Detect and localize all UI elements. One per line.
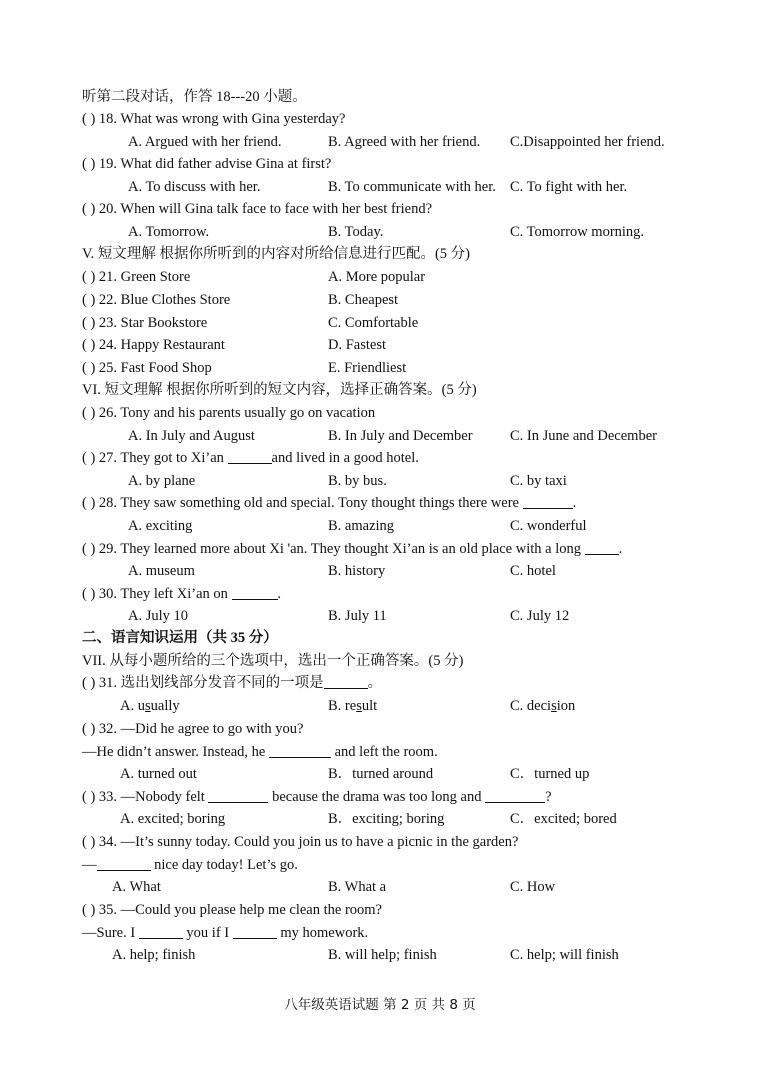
option-a: A. What: [112, 879, 161, 895]
answer-blank: [97, 856, 151, 871]
match-right: B. Cheapest: [328, 292, 399, 308]
stem-text: ( ) 33. —Nobody felt: [82, 789, 209, 805]
stem-text: nice day today! Let’s go.: [150, 857, 298, 873]
question-30-options: [82, 605, 702, 627]
match-right: C. Comfortable: [328, 315, 419, 331]
stem-text: you if I: [182, 925, 233, 941]
option-b: B. In July and December: [328, 428, 473, 444]
option-c: C. wonderful: [510, 518, 587, 534]
option-a: A. help; finish: [112, 947, 196, 963]
stem-text: —: [82, 857, 97, 873]
answer-blank: [139, 924, 183, 939]
option-b: B. will help; finish: [328, 947, 437, 963]
option-c: C. help; will finish: [510, 947, 619, 963]
question-31-options: [82, 695, 702, 717]
stem-text: and lived in a good hotel.: [271, 450, 419, 466]
stem-text: ( ) 29. They learned more about Xi 'an. They thought Xi’an is an old place with a long: [82, 541, 585, 557]
stem-text: ( ) 31. 选出划线部分发音不同的一项是: [82, 675, 324, 691]
stem-text: ?: [545, 789, 552, 805]
match-row: [82, 266, 702, 288]
option-a: A. July 10: [128, 608, 189, 624]
answer-blank: [232, 585, 278, 600]
option-c: C. Tomorrow morning.: [510, 224, 645, 240]
option-b: B．turned around: [328, 766, 434, 782]
option-c: C. How: [510, 879, 556, 895]
question-30: [82, 583, 702, 605]
option-a: A. Tomorrow.: [128, 224, 210, 240]
option-b: B. July 11: [328, 608, 387, 624]
section-7-heading: VII. 从每小题所给的三个选项中，选出一个正确答案。(5 分): [82, 653, 464, 669]
stem-text: —He didn’t answer. Instead, he: [82, 744, 269, 760]
option-b: B. result: [328, 698, 378, 714]
option-b: B. What a: [328, 879, 387, 895]
option-b: B. amazing: [328, 518, 395, 534]
question-29-options: [82, 560, 702, 582]
question-32-options: [82, 763, 702, 785]
stem-text: —Sure. I: [82, 925, 139, 941]
stem-text: 。: [367, 675, 383, 691]
question-31: [82, 672, 702, 694]
option-a: A. usually: [120, 698, 180, 714]
match-row: [82, 312, 702, 334]
stem-text: ( ) 28. They saw something old and special. Tony thought things there were: [82, 495, 523, 511]
option-b: B. by bus.: [328, 473, 387, 489]
option-b: B. Agreed with her friend.: [328, 134, 481, 150]
option-c: C．turned up: [510, 766, 590, 782]
match-right: A. More popular: [328, 269, 426, 285]
question-18: ( ) 18. What was wrong with Gina yesterday?: [82, 111, 346, 127]
question-28-options: [82, 515, 702, 537]
question-19: ( ) 19. What did father advise Gina at first?: [82, 156, 332, 172]
option-c: C．excited; bored: [510, 811, 617, 827]
match-row: [82, 289, 702, 311]
option-a: A. excited; boring: [120, 811, 226, 827]
question-35: ( ) 35. —Could you please help me clean the room?: [82, 902, 382, 918]
option-b: B. history: [328, 563, 386, 579]
answer-blank: [485, 788, 545, 803]
question-27-options: [82, 470, 702, 492]
option-b: B. Today.: [328, 224, 384, 240]
option-a: A. museum: [128, 563, 195, 579]
answer-blank: [228, 449, 272, 464]
option-a: A. To discuss with her.: [128, 179, 261, 195]
question-33: [82, 786, 702, 808]
section-5-heading: V. 短文理解 根据你所听到的内容对所给信息进行匹配。(5 分): [82, 246, 471, 262]
answer-blank: [233, 924, 277, 939]
match-left: ( ) 23. Star Bookstore: [82, 315, 208, 331]
underlined-letter: s: [551, 698, 557, 714]
question-34: ( ) 34. —It’s sunny today. Could you join us to have a picnic in the garden?: [82, 834, 519, 850]
answer-blank: [523, 494, 573, 509]
question-26-options: [82, 425, 702, 447]
match-left: ( ) 21. Green Store: [82, 269, 191, 285]
option-a: A. Argued with her friend.: [128, 134, 282, 150]
page-footer: 八年级英语试题 第 2 页 共 8 页: [284, 997, 476, 1013]
option-c: C. decision: [510, 698, 576, 714]
answer-blank: [269, 743, 331, 758]
part-2-heading: 二、语言知识运用（共 35 分）: [82, 630, 278, 646]
stem-text: my homework.: [276, 925, 369, 941]
question-18-options: [82, 131, 702, 153]
section-6-heading: VI. 短文理解 根据你所听到的短文内容，选择正确答案。(5 分): [82, 382, 477, 398]
underlined-letter: s: [356, 698, 362, 714]
answer-blank: [585, 540, 619, 555]
option-a: A. In July and August: [128, 428, 255, 444]
option-c: C. To fight with her.: [510, 179, 628, 195]
option-c: C. In June and December: [510, 428, 657, 444]
match-left: ( ) 24. Happy Restaurant: [82, 337, 225, 353]
answer-blank: [324, 674, 368, 689]
match-right: E. Friendliest: [328, 360, 407, 376]
question-27: [82, 447, 702, 469]
option-c: C.Disappointed her friend.: [510, 134, 665, 150]
answer-blank: [208, 788, 268, 803]
option-c: C. by taxi: [510, 473, 567, 489]
stem-text: ( ) 30. They left Xi’an on: [82, 586, 232, 602]
stem-text: because the drama was too long and: [268, 789, 486, 805]
question-28: [82, 492, 702, 514]
question-19-options: [82, 176, 702, 198]
question-34-options: [82, 876, 702, 898]
option-c: C. hotel: [510, 563, 556, 579]
question-20: ( ) 20. When will Gina talk face to face with her best friend?: [82, 201, 433, 217]
question-20-options: [82, 221, 702, 243]
match-row: [82, 334, 702, 356]
question-29: [82, 538, 702, 560]
question-32: ( ) 32. —Did he agree to go with you?: [82, 721, 304, 737]
match-left: ( ) 22. Blue Clothes Store: [82, 292, 231, 308]
option-c: C. July 12: [510, 608, 570, 624]
stem-text: .: [277, 586, 282, 602]
option-a: A. by plane: [128, 473, 196, 489]
match-right: D. Fastest: [328, 337, 386, 353]
question-32-reply: [82, 741, 702, 763]
underlined-letter: s: [144, 698, 151, 714]
question-35-reply: [82, 922, 702, 944]
stem-text: ( ) 27. They got to Xi’an: [82, 450, 228, 466]
option-a: A. exciting: [128, 518, 193, 534]
match-left: ( ) 25. Fast Food Shop: [82, 360, 212, 376]
stem-text: .: [572, 495, 577, 511]
stem-text: .: [618, 541, 623, 557]
option-b: B．exciting; boring: [328, 811, 445, 827]
question-35-options: [82, 944, 702, 966]
question-34-reply: [82, 854, 702, 876]
question-26: ( ) 26. Tony and his parents usually go on vacation: [82, 405, 376, 421]
section-heading-dialogue2: 听第二段对话，作答 18---20 小题。: [82, 89, 307, 105]
match-row: [82, 357, 702, 379]
option-b: B. To communicate with her.: [328, 179, 496, 195]
stem-text: and left the room.: [330, 744, 438, 760]
option-a: A. turned out: [120, 766, 197, 782]
question-33-options: [82, 808, 702, 830]
